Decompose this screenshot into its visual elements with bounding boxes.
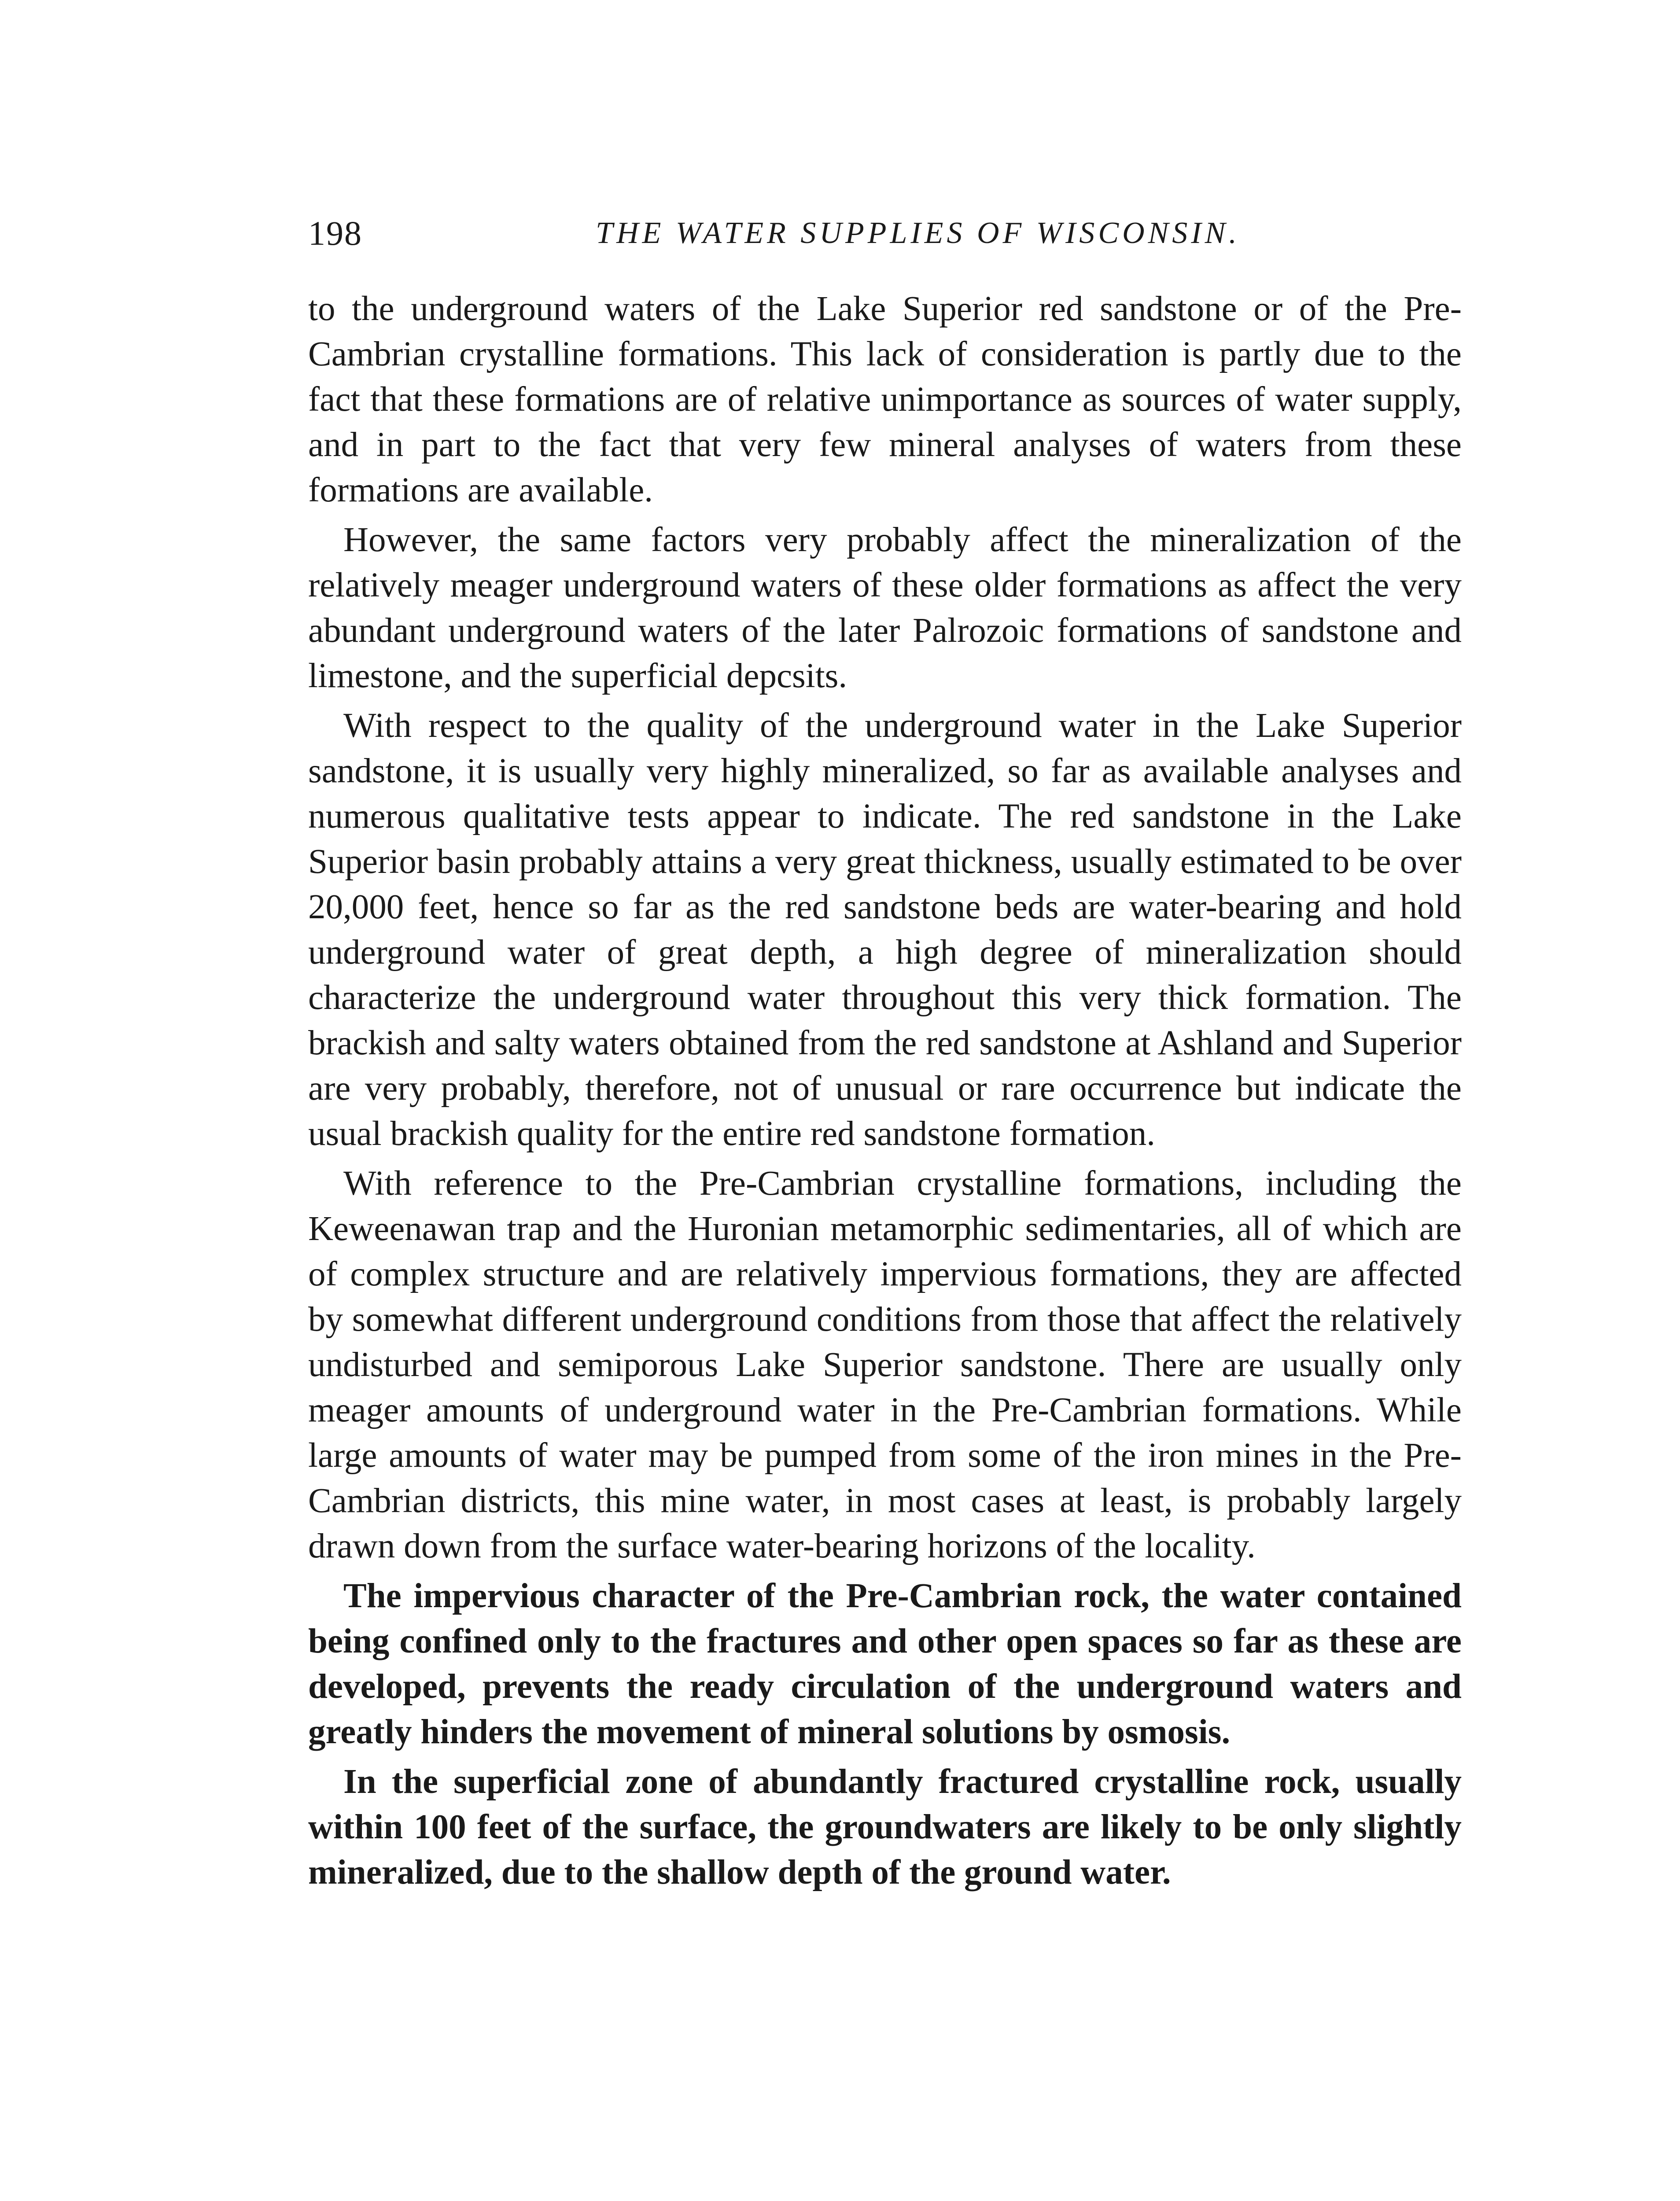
paragraph-impervious-character: The impervious character of the Pre-Cambrian rock, the water contained being confined only to the fractures and other open spaces so far as these are developed, prevents the ready circulation of the underground waters and greatly hinders the movement of mineral solutions by osmosis. bbox=[308, 1577, 1462, 1751]
page-header bbox=[308, 207, 1462, 260]
paragraph-continued: to the underground waters of the Lake Superior red sandstone or of the Pre-Cambrian crystalline formations. This lack of consideration is partly due to the fact that these formations are of relative unimportance as sources of water supply, and in part to the fact that very few mineral analyses of waters from these formations are available. bbox=[308, 290, 1462, 509]
paragraph-pre-cambrian-formations: With reference to the Pre-Cambrian crystalline formations, including the Keweenawan trap and the Huronian metamorphic sedimentaries, all of which are of complex structure and are relatively impervious formations, they are affected by somewhat different underground conditions from those that affect the relatively undisturbed and semiporous Lake Superior sandstone. There are usually only meager amounts of underground water in the Pre-Cambrian formations. While large amounts of water may be pumped from some of the iron mines in the Pre-Cambrian districts, this mine water, in most cases at least, is probably largely drawn down from the surface water-bearing horizons of the locality. bbox=[308, 1164, 1462, 1565]
paragraph-mineralization-factors: However, the same factors very probably affect the mineralization of the relatively meager underground waters of these older formations as affect the very abundant underground waters of the later Palrozoic formations of sandstone and limestone, and the superficial depcsits. bbox=[308, 521, 1462, 695]
running-title: THE WATER SUPPLIES OF WISCONSIN. bbox=[596, 216, 1240, 250]
paragraph-lake-superior-sandstone: With respect to the quality of the underground water in the Lake Superior sandstone, it is usually very highly mineralized, so far as available analyses and numerous qualitative tests appear to indicate. The red sandstone in the Lake Superior basin probably attains a very great thickness, usually estimated to be over 20,000 feet, hence so far as the red sandstone beds are water-bearing and hold underground water of great depth, a high degree of mineralization should characterize the underground water throughout this very thick formation. The brackish and salty waters obtained from the red sandstone at Ashland and Superior are very probably, therefore, not of unusual or rare occurrence but indicate the usual brackish quality for the entire red sandstone formation. bbox=[308, 707, 1462, 1153]
text-body bbox=[308, 286, 1462, 1899]
paragraph-superficial-zone: In the superficial zone of abundantly fractured crystalline rock, usually within 100 feet of the surface, the groundwaters are likely to be only slightly mineralized, due to the shallow depth of the ground water. bbox=[308, 1763, 1462, 1892]
page-number: 198 bbox=[308, 214, 362, 252]
